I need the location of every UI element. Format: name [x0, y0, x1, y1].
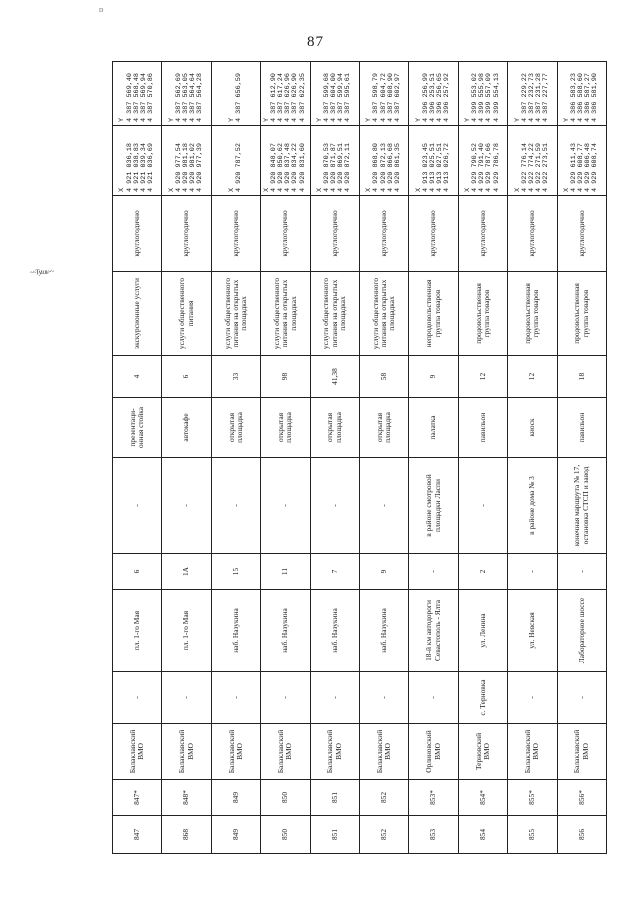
- address-cell: ул. Ленина: [458, 590, 507, 672]
- specialization-cell: услуги общественного питания на открытых площадках: [211, 272, 260, 356]
- area-cell: 33: [211, 356, 260, 398]
- address-cell: 18-й км автодороги Севастополь - Ялта: [409, 590, 458, 672]
- x-coordinates-cell: X 4 913 023,45 4 913 025,51 4 913 027,51 4 913 026,72: [409, 126, 458, 196]
- area-cell: 18: [557, 356, 606, 398]
- row-number-cell: 868: [162, 816, 211, 854]
- period-cell: круглогодично: [113, 196, 162, 272]
- row-number-cell: 855: [508, 816, 557, 854]
- location-note-cell: -: [261, 458, 310, 554]
- house-number-cell: -: [508, 554, 557, 590]
- location-note-cell: -: [211, 458, 260, 554]
- row-number-cell: 853: [409, 816, 458, 854]
- object-code-cell: 850: [261, 780, 310, 816]
- object-code-cell: 848*: [162, 780, 211, 816]
- table-row: [162, 62, 211, 854]
- specialization-cell: услуги общественного питания на открытых площадках: [310, 272, 359, 356]
- page-number: 87: [307, 34, 324, 50]
- object-code-cell: 847*: [113, 780, 162, 816]
- district-cell: Балаклавский ВМО: [162, 724, 211, 780]
- address-cell: ул. Невская: [508, 590, 557, 672]
- locality-cell: с. Терновка: [458, 672, 507, 724]
- y-coordinates-cell: Y 4 387 598,79 4 387 604,72 4 387 608,90 4 387 602,97: [359, 62, 408, 126]
- specialization-cell: услуги общественного питания: [162, 272, 211, 356]
- table-row: [310, 62, 359, 854]
- table-row: [113, 62, 162, 854]
- area-cell: 12: [508, 356, 557, 398]
- period-cell: круглогодично: [557, 196, 606, 272]
- row-number-cell: 856: [557, 816, 606, 854]
- row-number-cell: 852: [359, 816, 408, 854]
- house-number-cell: 7: [310, 554, 359, 590]
- x-coordinates-cell: X 4 921 036,18 4 921 038,83 4 921 039,34 4 921 036,69: [113, 126, 162, 196]
- location-note-cell: в районе дома № 3: [508, 458, 557, 554]
- district-cell: Орлиновский ВМО: [409, 724, 458, 780]
- x-coordinates-cell: X 4 920 977,54 4 920 981,18 4 920 981,02 4 920 977,39: [162, 126, 211, 196]
- rotated-table-container: [112, 62, 606, 854]
- y-coordinates-cell: Y 4 387 229,22 4 387 232,73 4 387 231,28 4 387 227,77: [508, 62, 557, 126]
- district-cell: Балаклавский ВМО: [261, 724, 310, 780]
- y-coordinates-cell: Y 4 399 553,02 4 399 555,98 4 399 557,09 4 399 554,13: [458, 62, 507, 126]
- specialization-cell: продовольственная группа товаров: [557, 272, 606, 356]
- y-coordinates-cell: Y 4 396 256,99 4 396 253,51 4 396 256,65 4 396 257,92: [409, 62, 458, 126]
- specialization-cell: услуги общественного питания на открытых площадках: [359, 272, 408, 356]
- y-coordinates-cell: Y 4 387 569,40 4 387 568,48 4 387 569,94 4 387 570,86: [113, 62, 162, 126]
- object-code-cell: 856*: [557, 780, 606, 816]
- table-row: [458, 62, 507, 854]
- location-note-cell: -: [310, 458, 359, 554]
- object-code-cell: 855*: [508, 780, 557, 816]
- specialization-cell: экскурсионные услуги: [113, 272, 162, 356]
- specialization-cell: продовольственная группа товаров: [508, 272, 557, 356]
- object-code-cell: 854*: [458, 780, 507, 816]
- object-type-cell: киоск: [508, 398, 557, 458]
- location-note-cell: -: [359, 458, 408, 554]
- house-number-cell: 11: [261, 554, 310, 590]
- address-cell: наб. Назукина: [211, 590, 260, 672]
- x-coordinates-cell: X 4 929 611,43 4 929 608,77 4 929 606,48 4 929 608,74: [557, 126, 606, 196]
- row-number-cell: 854: [458, 816, 507, 854]
- district-cell: Балаклавский ВМО: [557, 724, 606, 780]
- house-number-cell: 2: [458, 554, 507, 590]
- table-row: [409, 62, 458, 854]
- corner-mark: D: [99, 8, 104, 14]
- area-cell: 4: [113, 356, 162, 398]
- locality-cell: -: [211, 672, 260, 724]
- address-cell: наб. Назукина: [310, 590, 359, 672]
- x-coordinates-cell: X 4 920 870,53 4 920 871,87 4 920 869,51 4 920 872,11: [310, 126, 359, 196]
- address-cell: пл. 1-го Мая: [113, 590, 162, 672]
- object-type-cell: открытая площадка: [359, 398, 408, 458]
- locality-cell: -: [508, 672, 557, 724]
- object-type-cell: открытая площадка: [310, 398, 359, 458]
- row-number-cell: 847: [113, 816, 162, 854]
- table-row: [359, 62, 408, 854]
- locality-cell: -: [162, 672, 211, 724]
- district-cell: Балаклавский ВМО: [113, 724, 162, 780]
- object-type-cell: автокафе: [162, 398, 211, 458]
- area-cell: 9: [409, 356, 458, 398]
- y-coordinates-cell: Y 4 387 599,68 4 387 604,00 4 387 599,94 4 387 595,61: [310, 62, 359, 126]
- x-coordinates-cell: X 4 920 787,52: [211, 126, 260, 196]
- table-row: [557, 62, 606, 854]
- house-number-cell: 6: [113, 554, 162, 590]
- area-cell: 6: [162, 356, 211, 398]
- x-coordinates-cell: X 4 922 776,14 4 922 774,22 4 922 271,59 4 922 273,51: [508, 126, 557, 196]
- area-cell: 58: [359, 356, 408, 398]
- period-cell: круглогодично: [458, 196, 507, 272]
- address-cell: пл. 1-го Мая: [162, 590, 211, 672]
- locality-cell: -: [261, 672, 310, 724]
- house-number-cell: 15: [211, 554, 260, 590]
- row-number-cell: 849: [211, 816, 260, 854]
- location-note-cell: -: [458, 458, 507, 554]
- period-cell: круглогодично: [162, 196, 211, 272]
- locality-cell: -: [113, 672, 162, 724]
- house-number-cell: 1А: [162, 554, 211, 590]
- y-coordinates-cell: Y 4 386 583,23 4 386 588,60 4 386 587,27 4 386 581,90: [557, 62, 606, 126]
- location-note-cell: конечная маршрута № 17, остановка СТСП и завод: [557, 458, 606, 554]
- location-note-cell: -: [162, 458, 211, 554]
- specialization-cell: непродовольственная группа товаров: [409, 272, 458, 356]
- object-code-cell: 852: [359, 780, 408, 816]
- location-note-cell: -: [113, 458, 162, 554]
- district-cell: Терновский ВМО: [458, 724, 507, 780]
- address-cell: наб. Назукина: [359, 590, 408, 672]
- locality-cell: -: [557, 672, 606, 724]
- area-cell: 98: [261, 356, 310, 398]
- row-number-cell: 850: [261, 816, 310, 854]
- object-type-cell: презентаци-онная стойка: [113, 398, 162, 458]
- table-row: [261, 62, 310, 854]
- period-cell: круглогодично: [409, 196, 458, 272]
- table-row: [508, 62, 557, 854]
- specialization-cell: продовольственная группа товаров: [458, 272, 507, 356]
- x-coordinates-cell: X 4 929 790,52 4 929 791,40 4 929 787,66 4 929 786,78: [458, 126, 507, 196]
- period-cell: круглогодично: [310, 196, 359, 272]
- locality-cell: -: [310, 672, 359, 724]
- y-coordinates-cell: Y 4 387 656,59: [211, 62, 260, 126]
- scan-mark: ~~Тушь~~: [29, 267, 54, 277]
- object-code-cell: 849: [211, 780, 260, 816]
- trade-objects-table: [112, 61, 607, 854]
- row-number-cell: 851: [310, 816, 359, 854]
- table-row: [211, 62, 260, 854]
- x-coordinates-cell: X 4 920 868,80 4 920 872,13 4 920 866,68 4 920 861,35: [359, 126, 408, 196]
- object-type-cell: открытая площадка: [261, 398, 310, 458]
- district-cell: Балаклавский ВМО: [310, 724, 359, 780]
- y-coordinates-cell: Y 4 387 562,69 4 387 563,05 4 387 564,64 4 387 564,28: [162, 62, 211, 126]
- locality-cell: -: [359, 672, 408, 724]
- x-coordinates-cell: X 4 920 848,07 4 920 850,62 4 920 837,48 4 920 834,22 4 920 831,60: [261, 126, 310, 196]
- object-type-cell: открытая площадка: [211, 398, 260, 458]
- district-cell: Балаклавский ВМО: [508, 724, 557, 780]
- district-cell: Балаклавский ВМО: [359, 724, 408, 780]
- period-cell: круглогодично: [211, 196, 260, 272]
- object-code-cell: 851: [310, 780, 359, 816]
- specialization-cell: услуги общественного питания на открытых площадках: [261, 272, 310, 356]
- object-type-cell: палатка: [409, 398, 458, 458]
- house-number-cell: -: [557, 554, 606, 590]
- house-number-cell: 9: [359, 554, 408, 590]
- locality-cell: -: [409, 672, 458, 724]
- period-cell: круглогодично: [359, 196, 408, 272]
- period-cell: круглогодично: [508, 196, 557, 272]
- object-type-cell: павильон: [458, 398, 507, 458]
- location-note-cell: в районе смотровой площадки Ласпи: [409, 458, 458, 554]
- area-cell: 41,38: [310, 356, 359, 398]
- object-type-cell: павильон: [557, 398, 606, 458]
- y-coordinates-cell: Y 4 387 612,90 4 387 617,24 4 387 626,96 4 387 626,90 4 387 622,35: [261, 62, 310, 126]
- district-cell: Балаклавский ВМО: [211, 724, 260, 780]
- address-cell: наб. Назукина: [261, 590, 310, 672]
- area-cell: 12: [458, 356, 507, 398]
- period-cell: круглогодично: [261, 196, 310, 272]
- house-number-cell: -: [409, 554, 458, 590]
- object-code-cell: 853*: [409, 780, 458, 816]
- address-cell: Лабораторное шоссе: [557, 590, 606, 672]
